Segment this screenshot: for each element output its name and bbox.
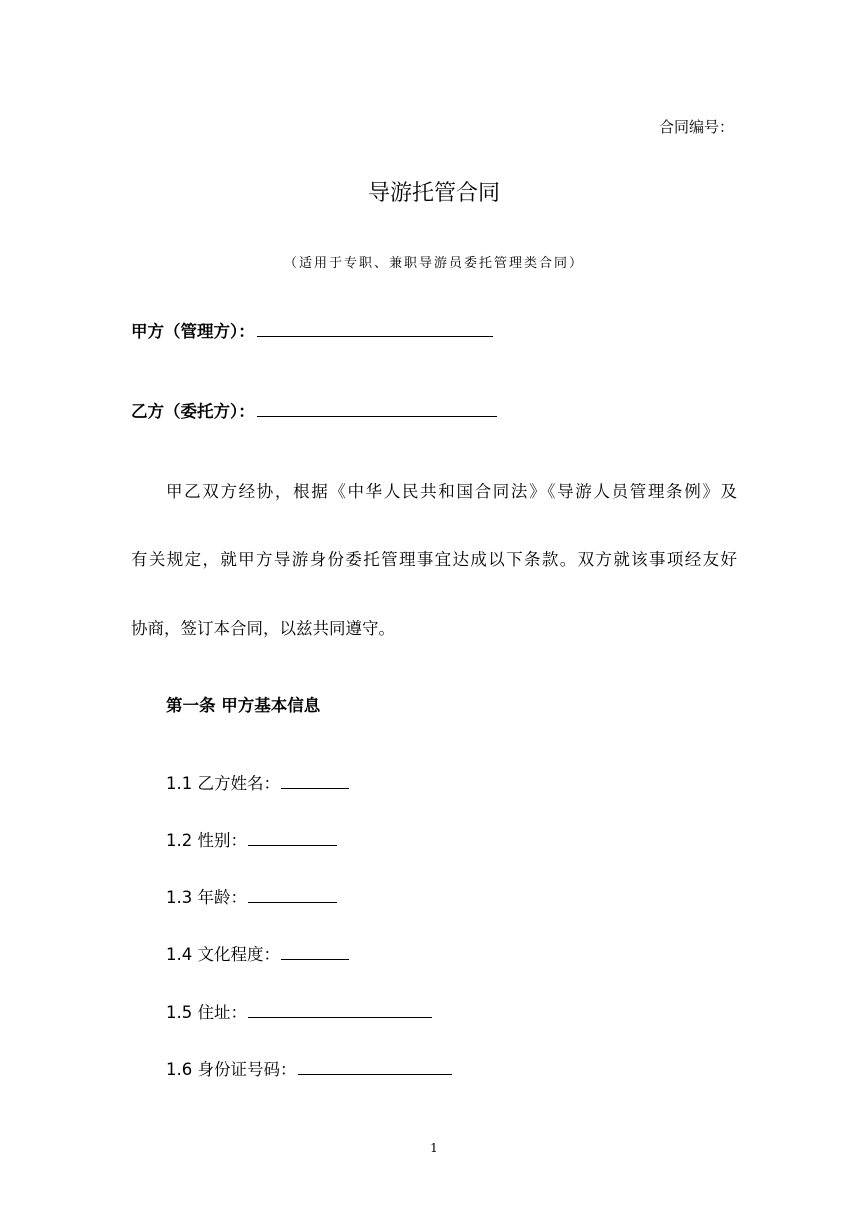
field-id-number-label: 1.6 身份证号码： bbox=[166, 1060, 297, 1079]
party-b-blank[interactable] bbox=[257, 398, 497, 417]
field-id-number bbox=[166, 1056, 452, 1080]
field-gender-label: 1.2 性别： bbox=[166, 831, 247, 850]
field-education bbox=[166, 941, 349, 965]
document-title: 导游托管合同 bbox=[367, 181, 500, 206]
party-a-line bbox=[131, 318, 493, 342]
section-1-heading: 第一条 甲方基本信息 bbox=[166, 696, 321, 715]
field-age bbox=[166, 884, 337, 908]
party-b-line bbox=[131, 398, 497, 422]
field-name-label: 1.1 乙方姓名： bbox=[166, 774, 280, 793]
field-address-label: 1.5 住址： bbox=[166, 1003, 247, 1022]
party-b-label: 乙方（委托方）： bbox=[131, 402, 255, 421]
preamble-line-2: 有关规定，就甲方导游身份委托管理事宜达成以下条款。双方就该事项经友好 bbox=[131, 550, 737, 569]
field-gender-blank[interactable] bbox=[248, 828, 337, 846]
party-a-blank[interactable] bbox=[257, 318, 493, 337]
field-age-label: 1.3 年龄： bbox=[166, 888, 247, 907]
preamble-line-3: 协商，签订本合同，以兹共同遵守。 bbox=[131, 619, 395, 638]
field-education-label: 1.4 文化程度： bbox=[166, 945, 280, 964]
preamble-line-1: 甲乙双方经协，根据《中华人民共和国合同法》《导游人员管理条例》及 bbox=[166, 482, 737, 501]
party-a-label: 甲方（管理方）： bbox=[131, 322, 255, 341]
field-gender bbox=[166, 827, 337, 851]
field-name-blank[interactable] bbox=[281, 771, 349, 789]
field-address bbox=[166, 999, 432, 1023]
contract-number-label: 合同编号： bbox=[658, 118, 734, 136]
page-number: 1 bbox=[430, 1141, 438, 1155]
field-age-blank[interactable] bbox=[248, 885, 337, 903]
field-name bbox=[166, 770, 349, 794]
field-address-blank[interactable] bbox=[248, 1000, 432, 1018]
document-subtitle: （适用于专职、兼职导游员委托管理类合同） bbox=[283, 256, 584, 271]
field-id-number-blank[interactable] bbox=[298, 1057, 452, 1075]
field-education-blank[interactable] bbox=[281, 942, 349, 960]
